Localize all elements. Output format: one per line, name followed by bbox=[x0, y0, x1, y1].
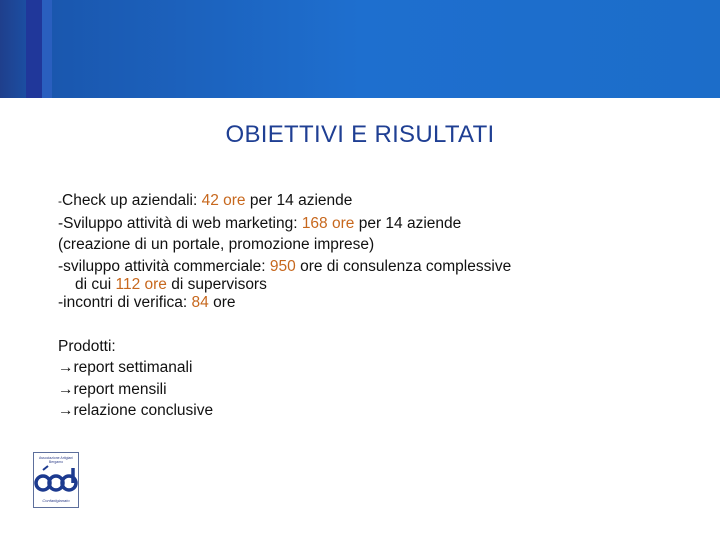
results-list bbox=[58, 190, 658, 314]
line-text: di supervisors bbox=[166, 276, 267, 293]
highlighted-value: 950 bbox=[269, 257, 296, 275]
slide-content bbox=[58, 190, 658, 422]
highlighted-value: 168 ore bbox=[301, 214, 355, 232]
result-line bbox=[58, 234, 658, 256]
line-text: ore bbox=[208, 294, 236, 311]
products-heading: Prodotti: bbox=[58, 337, 116, 355]
products-section bbox=[58, 336, 658, 422]
line-text: -incontri di verifica: bbox=[58, 294, 192, 311]
product-item: →report settimanali bbox=[58, 359, 193, 376]
product-item: →report mensili bbox=[58, 380, 167, 398]
aab-logo-icon bbox=[34, 464, 78, 498]
aab-logo bbox=[33, 452, 79, 508]
line-text: per 14 aziende bbox=[245, 192, 353, 209]
result-line bbox=[58, 292, 658, 314]
spacer bbox=[58, 314, 658, 336]
line-text: - bbox=[58, 194, 62, 208]
line-text: -Sviluppo attività di web marketing: bbox=[58, 214, 302, 232]
product-item: →relazione conclusive bbox=[58, 402, 214, 419]
result-line bbox=[58, 256, 658, 278]
line-text: Check up aziendali: bbox=[62, 192, 202, 209]
highlighted-value: 112 ore bbox=[115, 276, 167, 293]
line-text: (creazione di un portale, promozione imprese) bbox=[58, 236, 375, 253]
highlighted-value: 42 ore bbox=[201, 192, 246, 209]
banner-stripe-light bbox=[42, 0, 52, 98]
highlighted-value: 84 bbox=[191, 294, 209, 311]
slide-title: OBIETTIVI E RISULTATI bbox=[225, 121, 495, 148]
line-text: di cui bbox=[75, 276, 116, 293]
logo-top-text: Associazione Artigiani Bergamo bbox=[38, 456, 74, 464]
banner-stripe bbox=[26, 0, 42, 98]
result-line bbox=[58, 213, 658, 235]
result-line bbox=[58, 277, 658, 292]
result-line bbox=[58, 190, 658, 213]
line-text: per 14 aziende bbox=[354, 214, 462, 232]
header-banner bbox=[0, 0, 720, 98]
line-text: ore di consulenza complessive bbox=[295, 257, 512, 275]
logo-signature: Confartigianato bbox=[42, 498, 70, 503]
line-text: -sviluppo attività commerciale: bbox=[58, 257, 270, 275]
